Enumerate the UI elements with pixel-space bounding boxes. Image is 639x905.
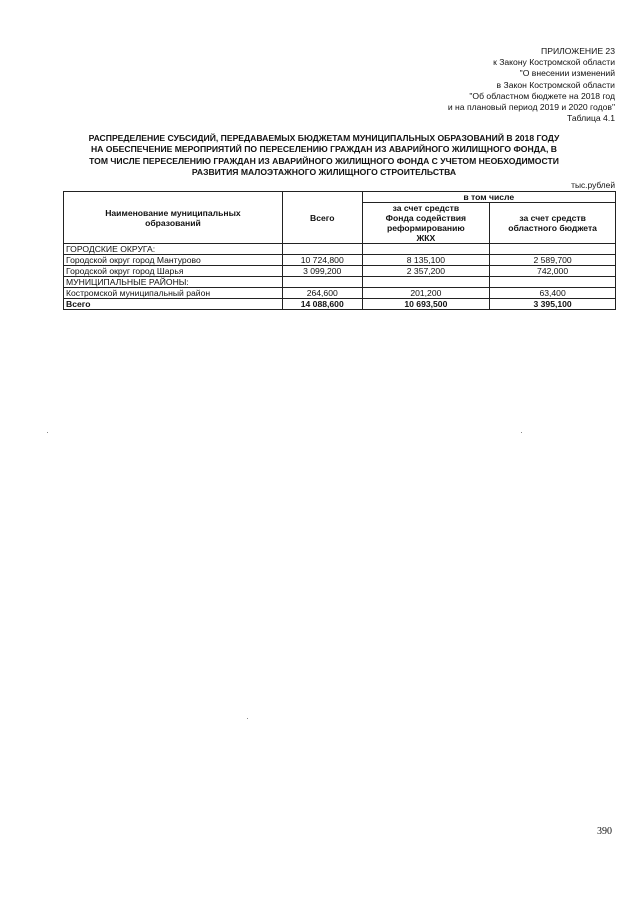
- header-text: ЖКХ: [416, 233, 436, 243]
- column-group-header: в том числе: [362, 192, 615, 203]
- table-row: [64, 255, 616, 266]
- table-row: [64, 288, 616, 299]
- column-header-fund: [362, 203, 490, 244]
- row-name: Городской округ город Мантурово: [64, 255, 283, 266]
- header-line: ПРИЛОЖЕНИЕ 23: [541, 46, 615, 56]
- header-line: в Закон Костромской области: [496, 79, 615, 90]
- table-header-row: [64, 192, 616, 203]
- header-text: Фонда содействия: [385, 213, 467, 223]
- table-number: Таблица 4.1: [566, 113, 615, 124]
- row-regional: 742,000: [490, 266, 616, 277]
- row-name: Костромской муниципальный район: [64, 288, 283, 299]
- document-title: [48, 133, 600, 179]
- header-line: и на плановый период 2019 и 2020 годов": [447, 102, 615, 113]
- document-header: [285, 46, 615, 124]
- title-line: НА ОБЕСПЕЧЕНИЕ МЕРОПРИЯТИЙ ПО ПЕРЕСЕЛЕНИЮ ГРАЖДАН ИЗ АВАРИЙНОГО ЖИЛИЩНОГО ФОНДА, В: [90, 144, 558, 155]
- total-row: [64, 299, 616, 310]
- page-number: 390: [597, 826, 612, 837]
- title-line: РАСПРЕДЕЛЕНИЕ СУБСИДИЙ, ПЕРЕДАВАЕМЫХ БЮДЖЕТАМ МУНИЦИПАЛЬНЫХ ОБРАЗОВАНИЙ В 2018 ГОДУ: [88, 133, 560, 143]
- unit-label: тыс.рублей: [571, 180, 615, 190]
- section-label: МУНИЦИПАЛЬНЫЕ РАЙОНЫ:: [64, 277, 283, 288]
- column-header-name: [64, 192, 283, 244]
- title-line: ТОМ ЧИСЛЕ ПЕРЕСЕЛЕНИЮ ГРАЖДАН ИЗ АВАРИЙНОГО ЖИЛИЩНОГО ФОНДА С УЧЕТОМ НЕОБХОДИМОСТИ: [89, 155, 559, 166]
- scan-speck: [47, 432, 48, 433]
- scan-speck: [247, 718, 248, 719]
- section-row: [64, 277, 616, 288]
- section-label: ГОРОДСКИЕ ОКРУГА:: [64, 244, 283, 255]
- header-text: образований: [145, 217, 201, 228]
- column-header-regional: [490, 203, 616, 244]
- header-line: к Закону Костромской области: [493, 57, 615, 68]
- header-text: за счет средств: [519, 213, 586, 223]
- row-total: 3 099,200: [282, 266, 362, 277]
- row-regional: 63,400: [490, 288, 616, 299]
- section-row: [64, 244, 616, 255]
- row-fund: 201,200: [362, 288, 490, 299]
- subsidy-table: [63, 191, 616, 310]
- total-fund: 10 693,500: [362, 299, 490, 310]
- scan-speck: [521, 432, 522, 433]
- row-fund: 8 135,100: [362, 255, 490, 266]
- column-header-total: Всего: [282, 192, 362, 244]
- header-text: областного бюджета: [508, 223, 597, 233]
- row-regional: 2 589,700: [490, 255, 616, 266]
- header-text: Наименование муниципальных: [105, 207, 241, 218]
- total-regional: 3 395,100: [490, 299, 616, 310]
- header-line: "О внесении изменений: [519, 68, 615, 79]
- table-row: [64, 266, 616, 277]
- row-total: 264,600: [282, 288, 362, 299]
- title-line: РАЗВИТИЯ МАЛОЭТАЖНОГО ЖИЛИЩНОГО СТРОИТЕЛЬСТВА: [191, 167, 457, 178]
- header-text: реформированию: [387, 223, 465, 233]
- row-name: Городской округ город Шарья: [64, 266, 283, 277]
- row-total: 10 724,800: [282, 255, 362, 266]
- total-value: 14 088,600: [282, 299, 362, 310]
- header-text: за счет средств: [392, 203, 460, 213]
- total-label: Всего: [64, 299, 283, 310]
- header-line: "Об областном бюджете на 2018 год: [469, 90, 615, 101]
- row-fund: 2 357,200: [362, 266, 490, 277]
